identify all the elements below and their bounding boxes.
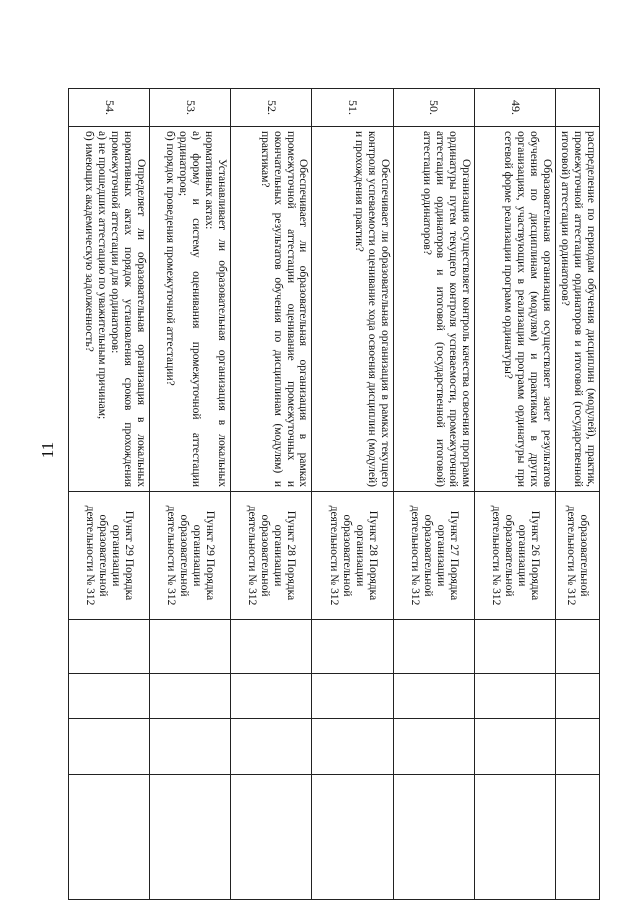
question-line: Устанавливает ли образовательная организация в локальных нормативных актах: bbox=[203, 131, 229, 487]
answer-cell bbox=[312, 674, 393, 719]
notes-cell bbox=[312, 775, 393, 900]
answer-cell bbox=[150, 674, 231, 719]
row-number-cell: 53. bbox=[150, 89, 231, 127]
answer-cell bbox=[393, 674, 474, 719]
answer-cell bbox=[474, 620, 555, 674]
answer-cell bbox=[393, 620, 474, 674]
answer-cell bbox=[150, 719, 231, 775]
notes-cell bbox=[555, 775, 599, 900]
answer-cell bbox=[393, 719, 474, 775]
checklist-table bbox=[68, 88, 600, 900]
notes-cell bbox=[393, 775, 474, 900]
question-cell bbox=[312, 127, 393, 492]
notes-cell bbox=[150, 775, 231, 900]
notes-cell bbox=[231, 775, 312, 900]
question-cell bbox=[231, 127, 312, 492]
page-number: 11 bbox=[38, 441, 58, 459]
answer-cell bbox=[231, 620, 312, 674]
question-cell bbox=[150, 127, 231, 492]
question-line: Организация осуществляет контроль качества освоения программ ординатуры путем текущего контроля успеваемости, промежуточной аттестации ординаторов и итоговой (государственной итоговой) аттестации ординаторов? bbox=[420, 131, 472, 487]
table-row bbox=[312, 89, 393, 900]
question-line: Обеспечивает ли образовательная организация в рамках текущего контроля успеваемости оценивание хода освоения дисциплин (модулей) и прохождения практик? bbox=[352, 131, 391, 487]
answer-cell bbox=[474, 674, 555, 719]
notes-cell bbox=[69, 775, 150, 900]
answer-cell bbox=[231, 674, 312, 719]
table-row bbox=[69, 89, 150, 900]
table-row bbox=[393, 89, 474, 900]
answer-cell bbox=[231, 719, 312, 775]
rotated-page bbox=[68, 88, 600, 899]
reference-cell: образовательной деятельности № 312 bbox=[555, 492, 599, 620]
row-number-cell: 51. bbox=[312, 89, 393, 127]
table-row bbox=[474, 89, 555, 900]
table-row bbox=[150, 89, 231, 900]
answer-cell bbox=[555, 620, 599, 674]
answer-cell bbox=[69, 719, 150, 775]
answer-cell bbox=[312, 719, 393, 775]
table-row bbox=[555, 89, 599, 900]
question-line: Обеспечивает ли образовательная организация в рамках промежуточной аттестации оценивание промежуточных и окончательных результатов обучения по дисциплинам (модулям) и практикам? bbox=[258, 131, 310, 487]
question-text: распределение по периодам обучения дисциплин (модулей), практик, промежуточной аттестации ординаторов и итоговой (государственной итоговой) аттестации ординаторов? bbox=[559, 131, 597, 487]
question-line: б) порядок проведения промежуточной аттестации? bbox=[164, 131, 177, 386]
question-line: а) не прошедших аттестацию по уважительным причинам; bbox=[96, 131, 109, 420]
answer-cell bbox=[69, 620, 150, 674]
reference-cell: Пункт 28 Порядка организации образовательной деятельности № 312 bbox=[231, 492, 312, 620]
question-line: б) имеющих академическую задолженность? bbox=[83, 131, 96, 352]
question-line: Определяет ли образовательная организация в локальных нормативных актах порядок установления сроков прохождения промежуточной аттестации для ординаторов: bbox=[109, 131, 148, 487]
table-row bbox=[231, 89, 312, 900]
reference-cell: Пункт 27 Порядка организации образовательной деятельности № 312 bbox=[393, 492, 474, 620]
row-number-cell: 52. bbox=[231, 89, 312, 127]
row-number-cell: 50. bbox=[393, 89, 474, 127]
answer-cell bbox=[555, 674, 599, 719]
question-cell bbox=[69, 127, 150, 492]
row-number-cell bbox=[555, 89, 599, 127]
question-cell bbox=[474, 127, 555, 492]
reference-cell: Пункт 29 Порядка организации образовательной деятельности № 312 bbox=[69, 492, 150, 620]
question-line: а) форму и систему оценивания промежуточной аттестации ординаторов; bbox=[177, 131, 203, 487]
row-number-cell: 54. bbox=[69, 89, 150, 127]
answer-cell bbox=[150, 620, 231, 674]
reference-cell: Пункт 28 Порядка организации образовательной деятельности № 312 bbox=[312, 492, 393, 620]
answer-cell bbox=[69, 674, 150, 719]
notes-cell bbox=[474, 775, 555, 900]
question-cell bbox=[393, 127, 474, 492]
reference-cell: Пункт 26 Порядка организации образовательной деятельности № 312 bbox=[474, 492, 555, 620]
answer-cell bbox=[312, 620, 393, 674]
reference-cell: Пункт 29 Порядка организации образовательной деятельности № 312 bbox=[150, 492, 231, 620]
question-cell bbox=[555, 127, 599, 492]
answer-cell bbox=[555, 719, 599, 775]
row-number-cell: 49. bbox=[474, 89, 555, 127]
question-line: Образовательная организация осуществляет зачет результатов обучения по дисциплинам (модулям) и практикам в других организациях, участвующих в реализации программ ординатуры при сетевой форме реализации программ ординатуры? bbox=[501, 131, 553, 487]
answer-cell bbox=[474, 719, 555, 775]
